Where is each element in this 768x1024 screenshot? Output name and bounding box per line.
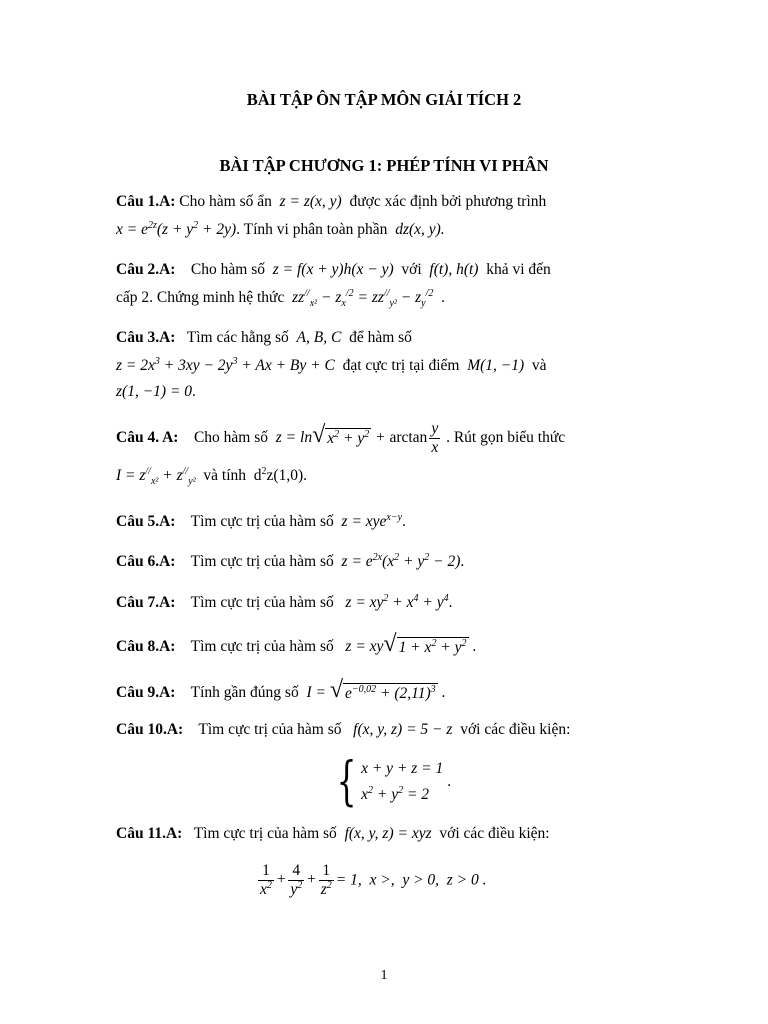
formula: $I = z^{//}_{x^2} + z^{//}_{y^2}$ [116,465,196,488]
question-6: Câu 6.A: Tìm cực trị của hàm số $z = e^{2x}(x^2 + y^2 - 2)$. [116,551,465,570]
formula: A, B, C [292,329,346,346]
question-9: Câu 9.A: Tính gần đúng số I = √ $e^{-0,02} + (2,11)^3$ . [116,677,446,703]
formula: $x = e^{2z}(z + y^2 + 2y)$ [116,219,237,238]
question-text: Tìm cực trị của hàm số [190,638,334,655]
formula: $z = xy^2 + x^4 + y^4$ [337,592,449,611]
question-text: với các điều kiện: [460,721,571,738]
question-4 [116,420,565,457]
question-text: Cho hàm số [190,261,265,278]
question-3 [116,330,412,346]
formula: $d^2z(1,0)$. [249,465,307,484]
question-text: được xác định bởi phương trình [349,193,547,210]
question-text: Tìm cực trị của hàm số [193,825,337,842]
question-text: . Rút gọn biểu thức [446,428,566,446]
formula: z = ln √ $x^2 + y^2$ + arctan $\frac{y}{x}$ [275,420,439,456]
question-label: Câu 8.A: [116,638,176,655]
formula: M(1, −1) [463,357,529,374]
formula: z = z(x, y) [275,193,346,210]
question-5: Câu 5.A: Tìm cực trị của hàm số z = xye$^{x-y}$. [116,511,406,530]
question-text: đạt cực trị tại điểm [342,357,460,374]
question-text: khả vi đến [486,261,551,278]
question-text: Tìm các hằng số [186,329,289,346]
question-text: với các điều kiện: [439,825,550,842]
question-8: Câu 8.A: Tìm cực trị của hàm số z = xy √ $1 + x^2 + y^2$ . [116,631,477,657]
question-11 [116,826,550,842]
question-label: Câu 6.A: [116,553,176,570]
question-label: Câu 7.A: [116,594,176,611]
formula: $zz^{//}_{x^2} - z_x^{/2} = zz^{//}_{y^2} - z_y^{/2}$ [288,287,434,310]
question-3-line-3: z(1, −1) = 0. [116,383,196,400]
question-label: Câu 5.A: [116,513,176,530]
question-3-line-2 [116,355,547,374]
brace-icon: { [336,752,357,812]
question-text: với [401,261,422,278]
question-label: Câu 4. A: [116,428,179,446]
formula: z(1, −1) = 0 [116,383,193,400]
question-2-line-2: cấp 2. Chứng minh hệ thức $zz^{//}_{x^2} - z_x^{/2} = zz^{//}_{y^2} - z_y^{/2}$ . [116,287,446,310]
question-text: Tìm cực trị của hàm số [190,513,334,530]
formula: z = f(x + y)h(x − y) [268,261,398,278]
doc-title: BÀI TẬP ÔN TẬP MÔN GIẢI TÍCH 2 [246,90,522,109]
formula: x + y + z = 1 [361,760,444,777]
question-text: Cho hàm số ẩn [179,193,272,210]
question-text: và [531,357,547,374]
question-text: . Tính vi phân toàn phần [236,221,388,238]
question-label: Câu 11.A: [116,825,183,842]
question-2 [116,262,551,278]
formula: $z = 2x^3 + 3xy - 2y^3 + Ax + By + C$ [116,355,339,374]
formula: $z = e^{2x}(x^2 + y^2 - 2)$ [337,551,461,570]
chapter-title: BÀI TẬP CHƯƠNG 1: PHÉP TÍNH VI PHÂN [219,156,549,175]
formula: f(x, y, z) = 5 − z [345,721,457,738]
question-text: Tìm cực trị của hàm số [198,721,342,738]
formula: dz(x, y). [391,221,445,238]
formula: z = xy √ $1 + x^2 + y^2$ [337,631,467,657]
formula: z = xye$^{x-y}$ [337,511,403,530]
formula: $x^2 + y^2 = 2$ [361,784,430,803]
question-10 [116,722,570,738]
question-label: Câu 2.A: [116,261,176,278]
question-text: để hàm số [349,329,412,346]
question-7: Câu 7.A: Tìm cực trị của hàm số $z = xy^2 + x^4 + y^4$. [116,592,453,611]
question-1 [116,194,546,210]
question-text: Tính gần đúng số [190,684,299,701]
constraint-system: { x + y + z = 1 $x^2 + y^2 = 2$ . [336,752,452,812]
question-text: Cho hàm số [193,428,269,446]
question-11-formula: $\frac{1}{x^2}$ + $\frac{4}{y^2}$ + $\frac{1}{z^2}$ = 1, x >, y > 0, z > 0 . [260,862,487,898]
question-label: Câu 3.A: [116,329,176,346]
formula: I = √ $e^{-0,02} + (2,11)^3$ [302,677,436,703]
question-1-line-2 [116,219,445,238]
page-number: 1 [380,968,388,983]
question-label: Câu 9.A: [116,684,176,701]
formula: f(t), h(t) [425,261,483,278]
question-4-line-2 [116,465,307,488]
question-label: Câu 10.A: [116,721,184,738]
question-label: Câu 1.A: [116,193,176,210]
question-text: cấp 2. Chứng minh hệ thức [116,289,285,306]
formula: f(x, y, z) = xyz [340,825,436,842]
question-text: Tìm cực trị của hàm số [190,553,334,570]
question-text: và tính [203,467,247,484]
question-text: Tìm cực trị của hàm số [190,594,334,611]
